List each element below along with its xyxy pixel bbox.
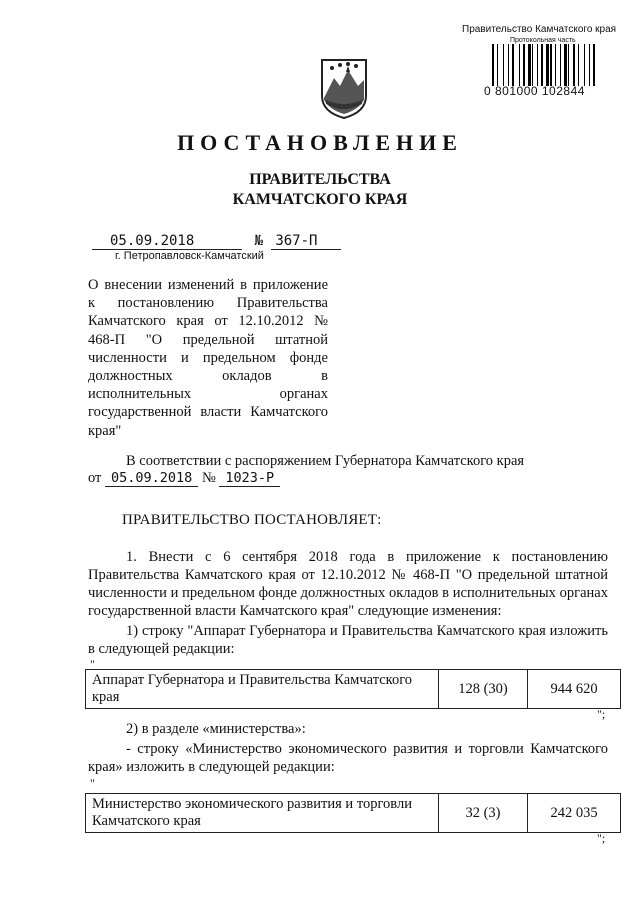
table-cell-fund: 944 620: [528, 670, 621, 709]
registry-stamp: [462, 24, 622, 46]
clause-1: 1. Внести с 6 сентября 2018 года в приложение к постановлению Правительства Камчатского края от 12.10.2012 № 468-П "О предельной штатной численности и предельном фонде должностных окладов в исполнительных органах государственной власти Камчатского края" следующие изменения:: [88, 549, 608, 619]
document-number: 367-П: [271, 233, 341, 250]
table-cell-name: Аппарат Губернатора и Правительства Камчатского края: [86, 670, 439, 709]
preamble-reference: [88, 469, 608, 487]
clause-2-1: - строку «Министерство экономического развития и торговли Камчатского края» изложить в следующей редакции:: [88, 741, 608, 775]
barcode: [492, 44, 620, 86]
table-cell-fund: 242 035: [528, 794, 621, 833]
barcode-number: 0 801000 102844: [484, 84, 585, 98]
staff-table-1: [85, 669, 621, 709]
order-date: 05.09.2018: [105, 470, 198, 487]
table-row: [86, 794, 621, 833]
order-number-sign: №: [201, 470, 216, 486]
number-sign: №: [254, 233, 263, 249]
order-number: 1023-Р: [219, 470, 280, 487]
stamp-org: Правительство Камчатского края: [462, 24, 617, 35]
table-cell-name: Министерство экономического развития и торговли Камчатского края: [86, 794, 439, 833]
closing-quote-2: ";: [597, 831, 606, 845]
table-cell-count: 128 (30): [439, 670, 528, 709]
coat-of-arms-emblem: [318, 56, 370, 120]
document-title: ПОСТАНОВЛЕНИЕ: [177, 130, 463, 155]
document-subject: О внесении изменений в приложение к постановлению Правительства Камчатского края от 12.10.2012 № 468-П "О предельной штатной численности и предельном фонде должностных окладов в исполнительных органах государственной власти Камчатского края": [88, 277, 328, 439]
closing-quote-1: ";: [597, 707, 606, 721]
opening-quote-2: ": [90, 776, 95, 790]
stamp-sub: Протокольная часть: [510, 37, 576, 44]
clause-2: 2) в разделе «министерства»:: [126, 721, 306, 737]
document-date: 05.09.2018: [92, 233, 242, 250]
clause-1-1: 1) строку "Аппарат Губернатора и Правительства Камчатского края изложить в следующей редакции:: [88, 623, 608, 657]
preamble-prefix: от: [88, 470, 102, 486]
table-row: [86, 670, 621, 709]
opening-quote-1: ": [90, 657, 95, 671]
resolution-heading: ПРАВИТЕЛЬСТВО ПОСТАНОВЛЯЕТ:: [122, 512, 382, 528]
document-place: г. Петропавловск-Камчатский: [115, 250, 264, 262]
issuer-block: [0, 170, 640, 210]
issuer-line-2: КАМЧАТСКОГО КРАЯ: [232, 191, 408, 208]
issuer-line-1: ПРАВИТЕЛЬСТВА: [249, 171, 391, 188]
date-number-line: [92, 233, 341, 250]
staff-table-2: [85, 793, 621, 833]
table-cell-count: 32 (3): [439, 794, 528, 833]
preamble-line: В соответствии с распоряжением Губернатора Камчатского края: [126, 453, 525, 469]
